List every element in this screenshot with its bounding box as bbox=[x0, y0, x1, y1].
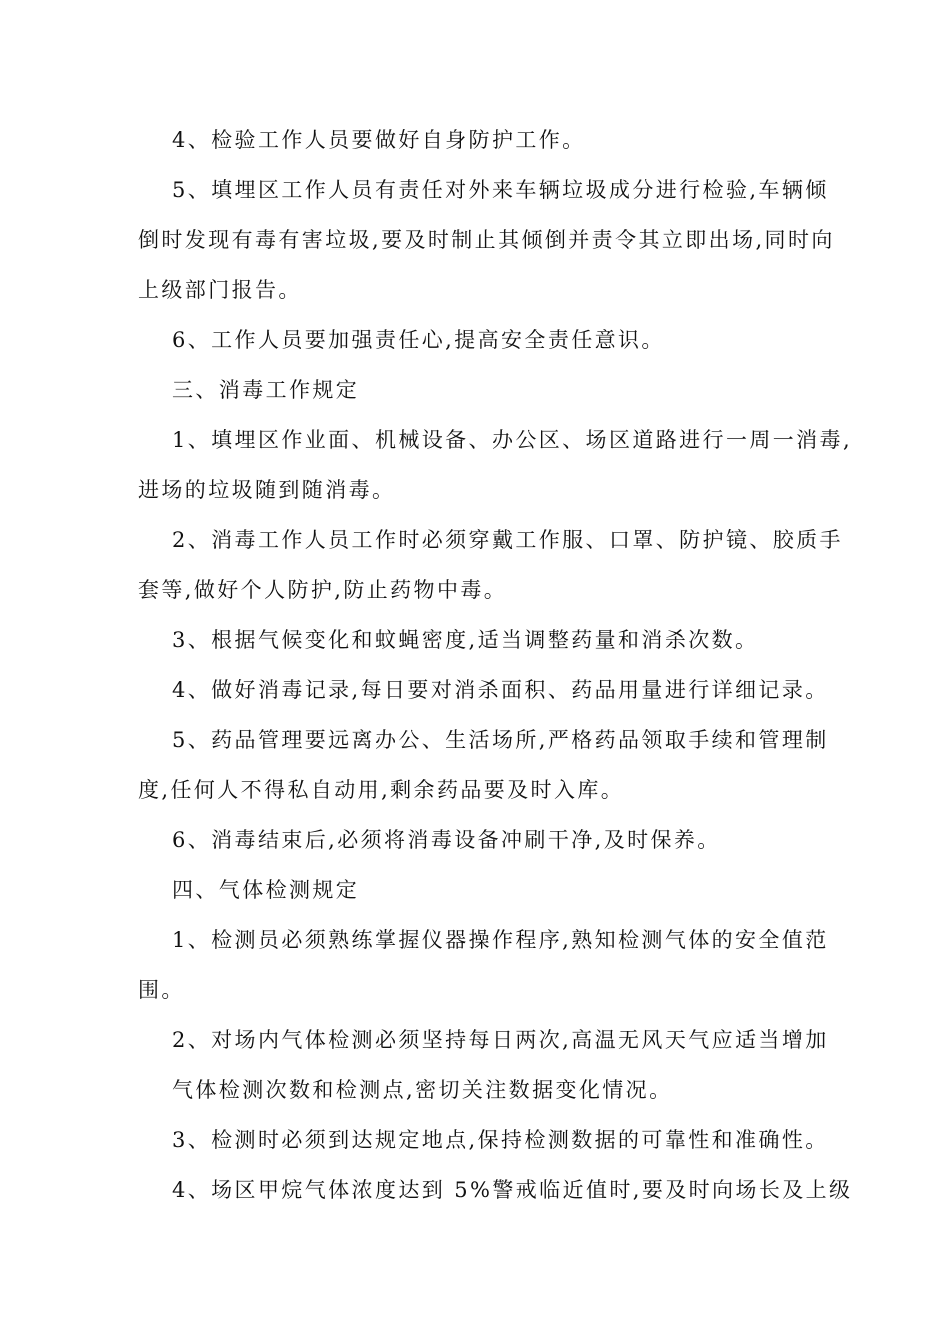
text-line: 6、工作人员要加强责任心,提高安全责任意识。 bbox=[172, 328, 665, 352]
text-line: 2、消毒工作人员工作时必须穿戴工作服、口罩、防护镜、胶质手 bbox=[172, 528, 843, 552]
text-line: 3、检测时必须到达规定地点,保持检测数据的可靠性和准确性。 bbox=[172, 1128, 829, 1152]
text-line: 围。 bbox=[138, 978, 185, 1002]
text-line: 1、填埋区作业面、机械设备、办公区、场区道路进行一周一消毒, bbox=[172, 428, 853, 452]
text-line: 5、药品管理要远离办公、生活场所,严格药品领取手续和管理制 bbox=[172, 728, 829, 752]
section-heading: 三、消毒工作规定 bbox=[172, 378, 360, 402]
text-line: 上级部门报告。 bbox=[138, 278, 302, 302]
text-line: 4、检验工作人员要做好自身防护工作。 bbox=[172, 128, 586, 152]
text-line: 4、场区甲烷气体浓度达到 5%警戒临近值时,要及时向场长及上级 bbox=[172, 1178, 853, 1202]
text-line: 4、做好消毒记录,每日要对消杀面积、药品用量进行详细记录。 bbox=[172, 678, 829, 702]
text-line: 倒时发现有毒有害垃圾,要及时制止其倾倒并责令其立即出场,同时向 bbox=[138, 228, 835, 252]
text-line: 5、填埋区工作人员有责任对外来车辆垃圾成分进行检验,车辆倾 bbox=[172, 178, 829, 202]
text-line: 套等,做好个人防护,防止药物中毒。 bbox=[138, 578, 508, 602]
text-line: 进场的垃圾随到随消毒。 bbox=[138, 478, 396, 502]
section-heading: 四、气体检测规定 bbox=[172, 878, 360, 902]
text-line: 3、根据气候变化和蚊蝇密度,适当调整药量和消杀次数。 bbox=[172, 628, 759, 652]
text-line: 气体检测次数和检测点,密切关注数据变化情况。 bbox=[172, 1078, 673, 1102]
text-line: 1、检测员必须熟练掌握仪器操作程序,熟知检测气体的安全值范 bbox=[172, 928, 829, 952]
text-line: 6、消毒结束后,必须将消毒设备冲刷干净,及时保养。 bbox=[172, 828, 721, 852]
text-line: 度,任何人不得私自动用,剩余药品要及时入库。 bbox=[138, 778, 625, 802]
text-line: 2、对场内气体检测必须坚持每日两次,高温无风天气应适当增加 bbox=[172, 1028, 829, 1052]
